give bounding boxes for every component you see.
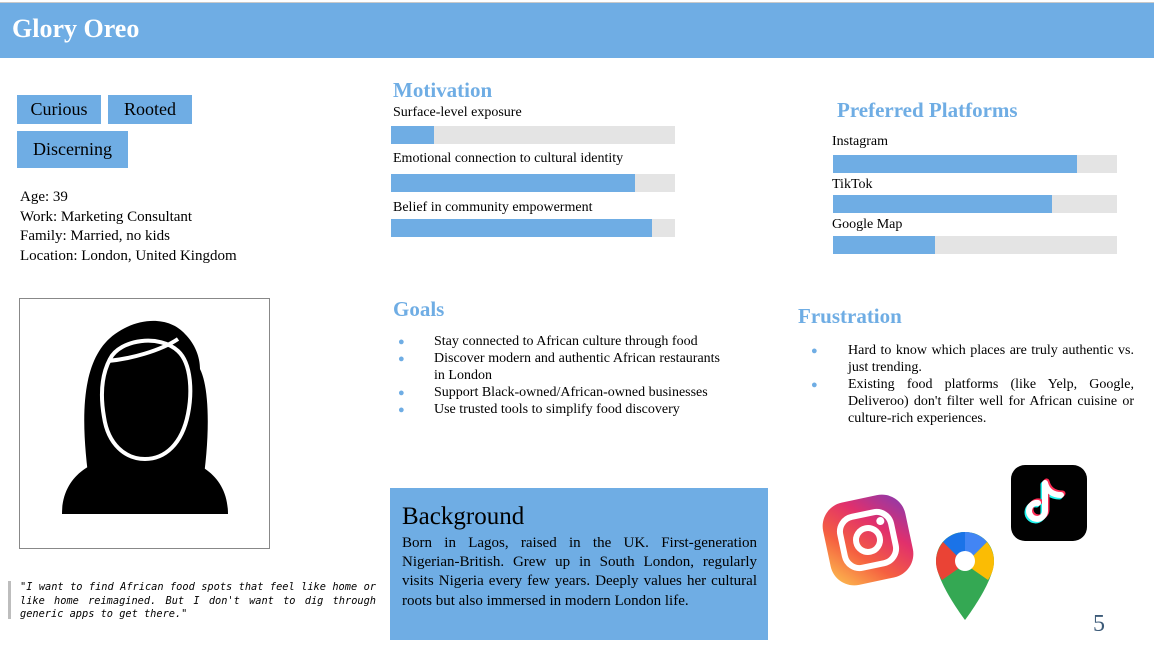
quote-bar	[8, 581, 11, 619]
motivation-fill-2	[391, 174, 635, 192]
frustration-list	[811, 342, 1134, 427]
platform-bar-instagram	[833, 155, 1117, 173]
motivation-bar-2	[391, 174, 675, 192]
header-bar	[0, 2, 1154, 58]
platform-label-tiktok: TikTok	[832, 177, 873, 192]
list-item: ● Discover modern and authentic African restaurants in London	[398, 351, 720, 383]
list-item: ● Existing food platforms (like Yelp, Google, Deliveroo) don't filter well for African cuisine or culture-rich experiences.	[811, 377, 1134, 426]
tiktok-logo-icon	[1011, 465, 1087, 541]
background-heading: Background	[402, 503, 525, 530]
motivation-heading: Motivation	[393, 78, 493, 102]
platform-bar-google-map	[833, 236, 1117, 254]
list-item: ● Stay connected to African culture through food	[398, 334, 698, 349]
motivation-fill-3	[391, 219, 652, 237]
platforms-heading: Preferred Platforms	[837, 98, 1018, 122]
google-maps-pin-icon	[934, 530, 996, 622]
trait-tag-curious: Curious	[17, 95, 101, 124]
motivation-fill-1	[391, 126, 434, 144]
list-item: ● Use trusted tools to simplify food discovery	[398, 402, 680, 417]
list-item: ● Hard to know which places are truly authentic vs. just trending.	[811, 343, 1134, 375]
platform-bar-tiktok	[833, 195, 1117, 213]
trait-tag-discerning: Discerning	[17, 131, 128, 168]
info-location: Location: London, United Kingdom	[20, 247, 237, 264]
instagram-logo-icon	[818, 490, 918, 590]
info-age: Age: 39	[20, 189, 68, 205]
background-text: Born in Lagos, raised in the UK. First-generation Nigerian-British. Grew up in South London, regularly visits Nigeria every few years. Deeply values her cultural roots but also immersed in modern London life.	[402, 535, 757, 609]
persona-quote: "I want to find African food spots that feel like home or like home reimagined. But I don't want to dig through generic apps to get there."	[20, 581, 376, 620]
goals-list	[398, 333, 720, 418]
info-work: Work: Marketing Consultant	[20, 208, 193, 225]
page-number: 5	[1093, 611, 1105, 637]
frustration-heading: Frustration	[798, 304, 902, 328]
person-silhouette-icon	[20, 299, 269, 548]
motivation-bar-3	[391, 219, 675, 237]
persona-name: Glory Oreo	[12, 14, 140, 43]
motivation-label-2: Emotional connection to cultural identity	[393, 151, 624, 166]
motivation-label-1: Surface-level exposure	[393, 105, 522, 120]
platform-fill-instagram	[833, 155, 1077, 173]
motivation-label-3: Belief in community empowerment	[393, 200, 593, 215]
platform-label-google-map: Google Map	[832, 217, 903, 232]
motivation-bar-1	[391, 126, 675, 144]
list-item: ● Support Black-owned/African-owned businesses	[398, 385, 708, 400]
persona-info	[20, 188, 237, 266]
platform-label-instagram: Instagram	[832, 134, 888, 149]
platform-fill-tiktok	[833, 195, 1052, 213]
platform-fill-google-map	[833, 236, 935, 254]
avatar	[19, 298, 270, 549]
info-family: Family: Married, no kids	[20, 228, 170, 244]
trait-tag-rooted: Rooted	[108, 95, 192, 124]
goals-heading: Goals	[393, 297, 445, 321]
